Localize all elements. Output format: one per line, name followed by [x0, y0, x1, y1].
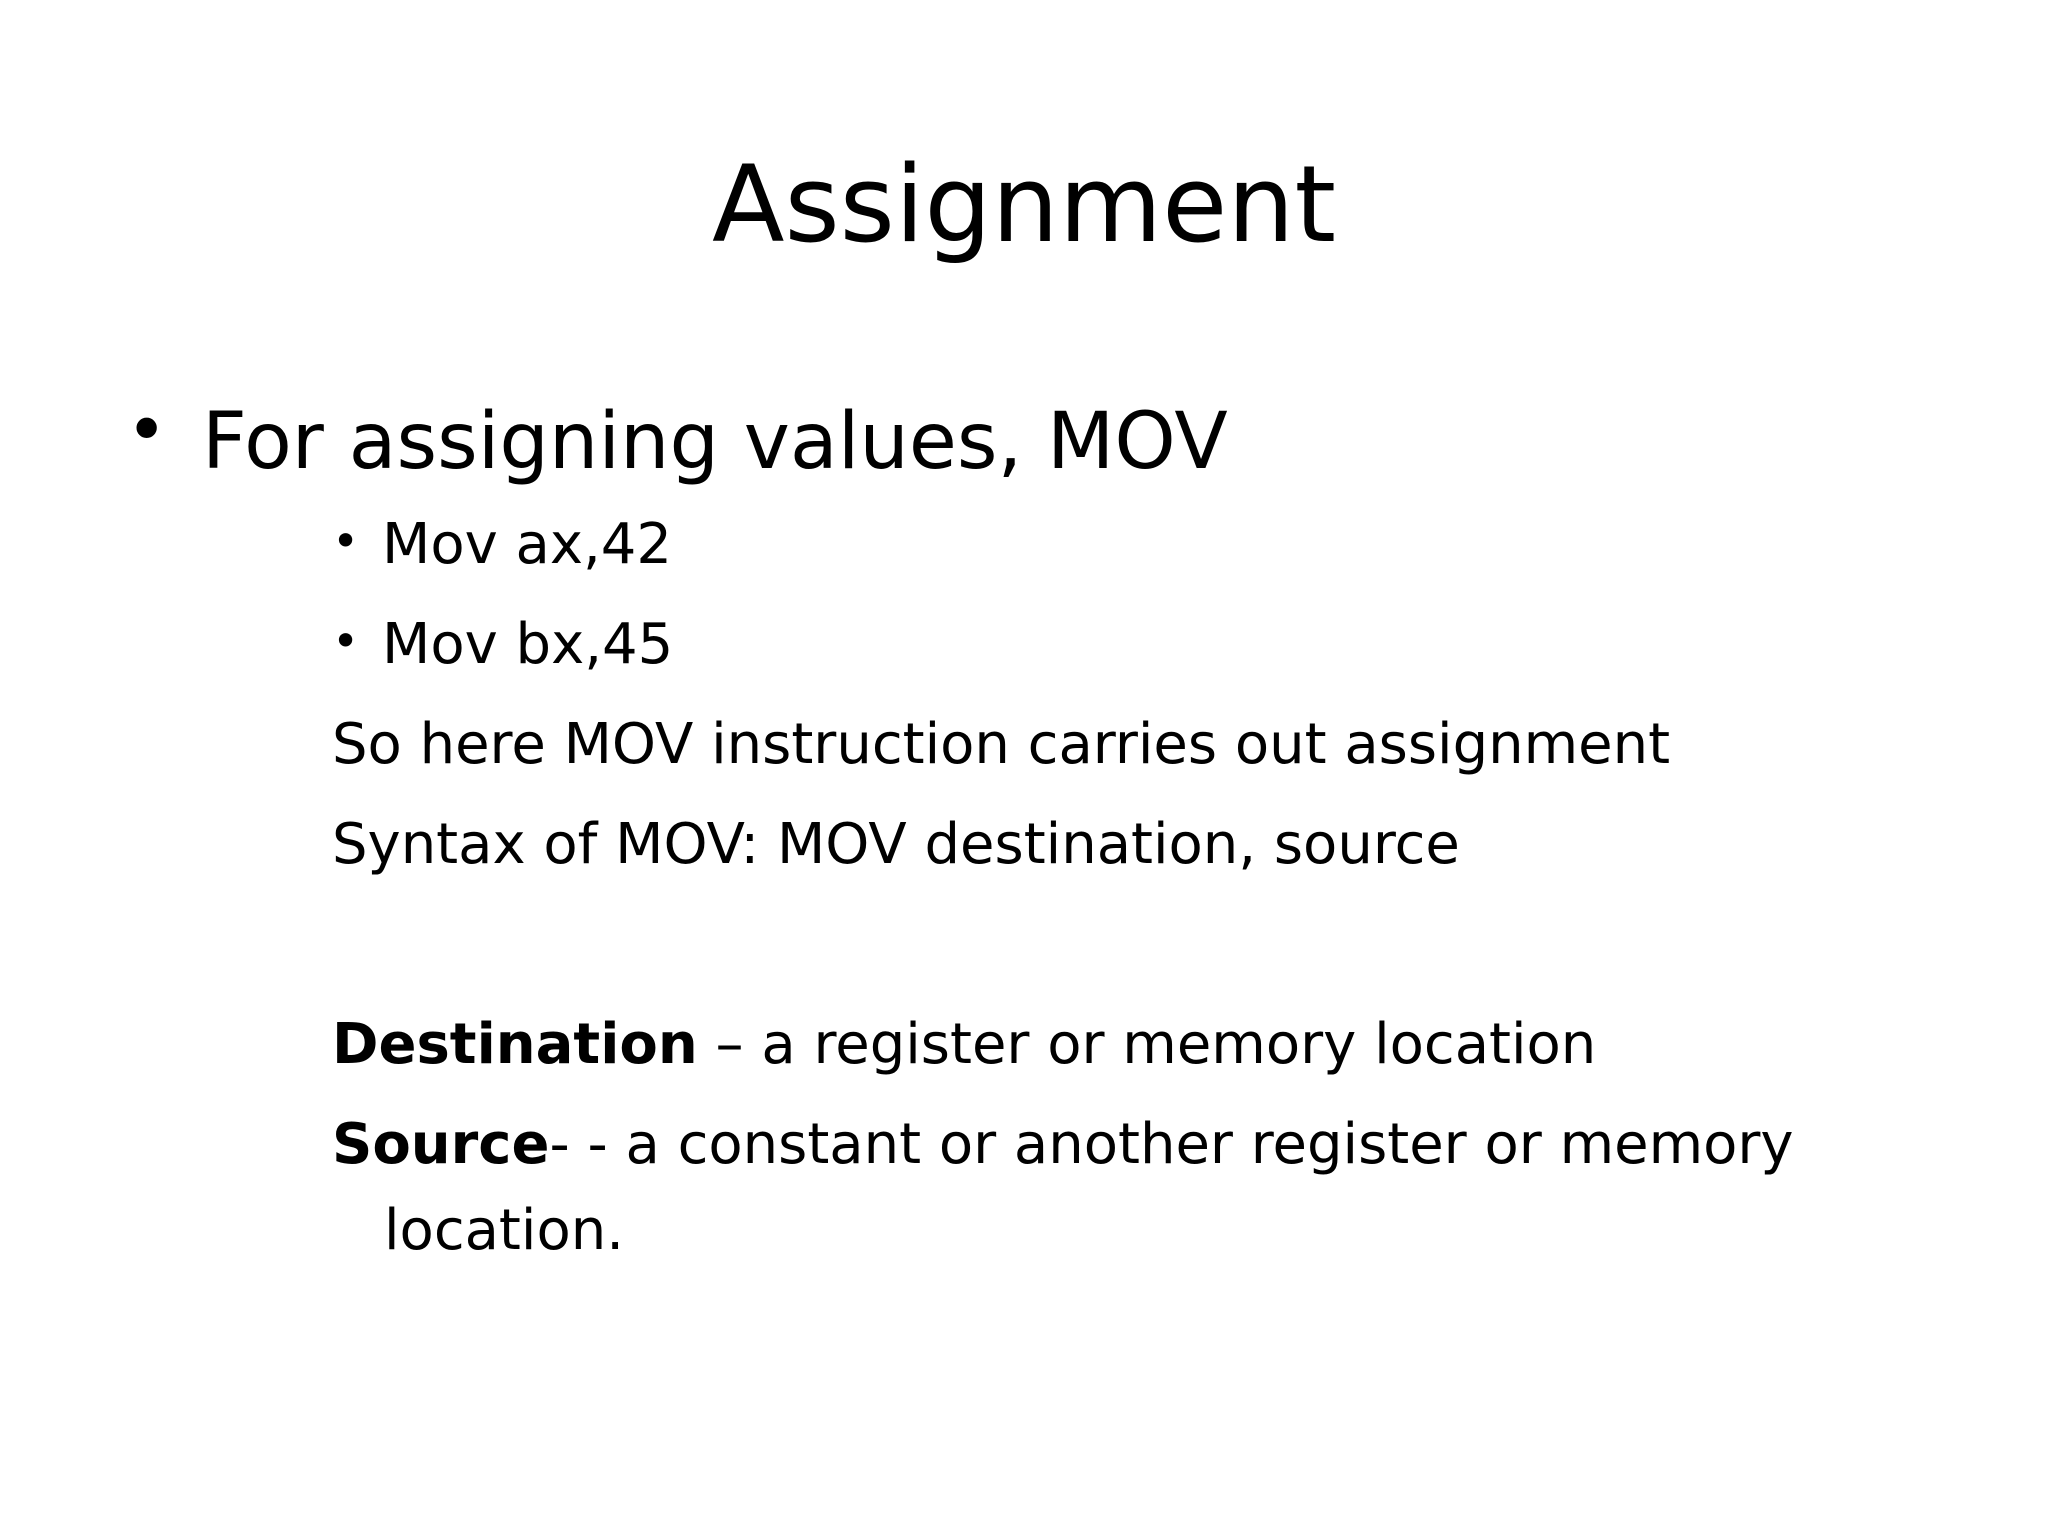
syntax-line: Syntax of MOV: MOV destination, source [332, 812, 1460, 877]
destination-definition: – a register or memory location [697, 1012, 1597, 1077]
destination-term: Destination [332, 1012, 698, 1077]
source-term: Source [332, 1112, 550, 1177]
explanation-line: So here MOV instruction carries out assignment [332, 712, 1671, 777]
source-definition: - - a constant or another register or memory [549, 1112, 1794, 1177]
sub-bullet-text: Mov ax,42 [382, 512, 673, 577]
destination-line [332, 1010, 1596, 1080]
bullet-dot-icon: • [126, 389, 168, 471]
bullet-dot-icon: • [332, 614, 360, 668]
source-continuation: location. [384, 1198, 624, 1263]
main-bullet-text: For assigning values, MOV [202, 397, 1228, 487]
source-line [332, 1110, 1794, 1180]
slide-title: Assignment [711, 143, 1337, 266]
sub-bullet-text: Mov bx,45 [382, 612, 674, 677]
bullet-dot-icon: • [332, 514, 360, 568]
